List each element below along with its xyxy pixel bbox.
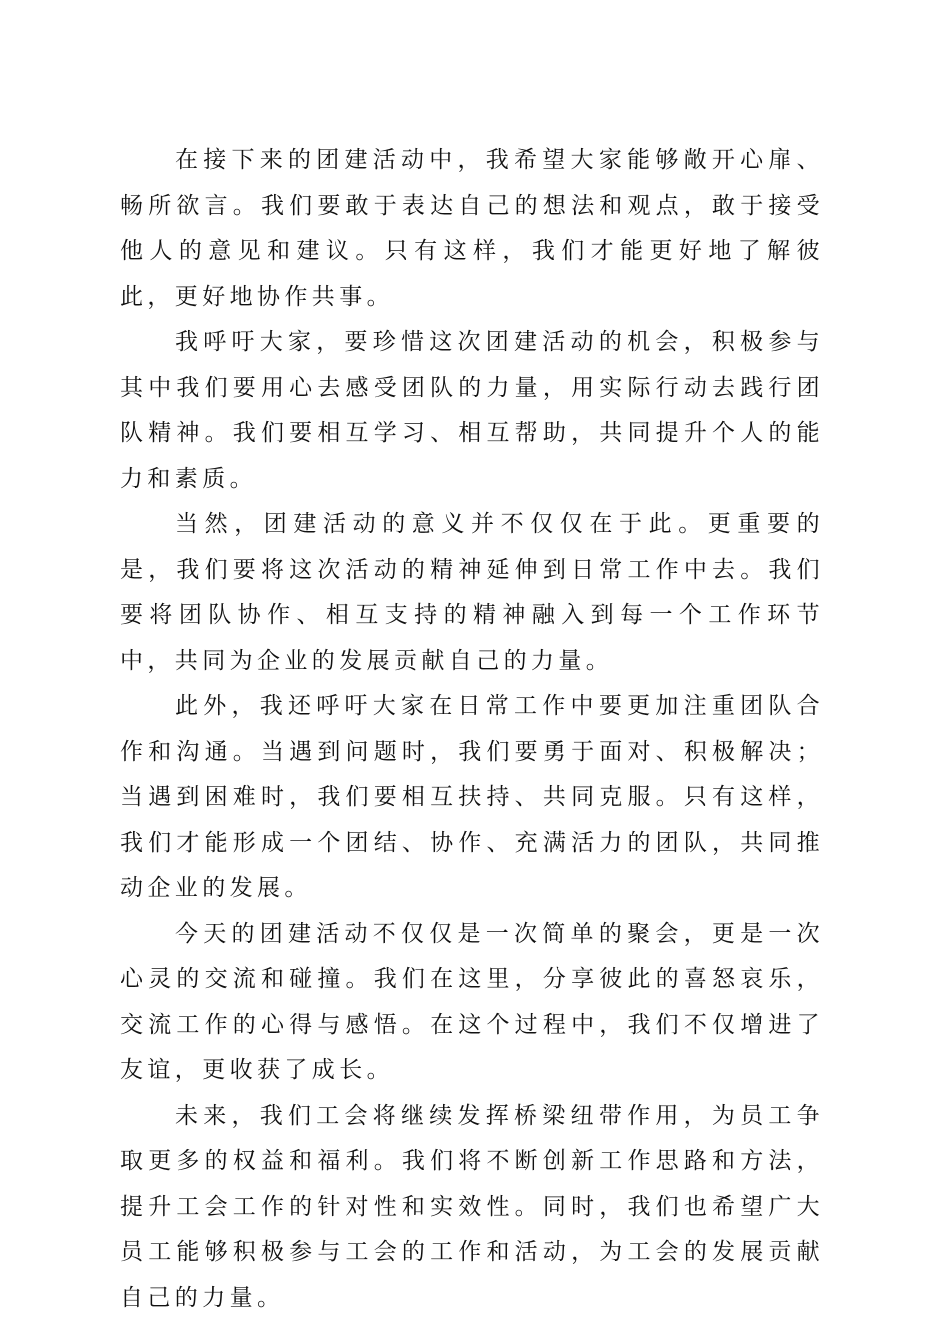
paragraph-3: 当然，团建活动的意义并不仅仅在于此。更重要的是，我们要将这次活动的精神延伸到日常工作中去。我们要将团队协作、相互支持的精神融入到每一个工作环节中，共同为企业的发展贡献自己的力量。 <box>120 511 824 674</box>
paragraph-1: 在接下来的团建活动中，我希望大家能够敞开心扉、畅所欲言。我们要敢于表达自己的想法和观点，敢于接受他人的意见和建议。只有这样，我们才能更好地了解彼此，更好地协作共事。 <box>120 147 824 310</box>
paragraph-6: 未来，我们工会将继续发挥桥梁纽带作用，为员工争取更多的权益和福利。我们将不断创新工作思路和方法，提升工会工作的针对性和实效性。同时，我们也希望广大员工能够积极参与工会的工作和活动，为工会的发展贡献自己的力量。 <box>120 1102 824 1311</box>
document-body <box>120 138 824 1321</box>
paragraph-4: 此外，我还呼吁大家在日常工作中要更加注重团队合作和沟通。当遇到问题时，我们要勇于面对、积极解决；当遇到困难时，我们要相互扶持、共同克服。只有这样，我们才能形成一个团结、协作、充满活力的团队，共同推动企业的发展。 <box>120 693 824 901</box>
paragraph-5: 今天的团建活动不仅仅是一次简单的聚会，更是一次心灵的交流和碰撞。我们在这里，分享彼此的喜怒哀乐，交流工作的心得与感悟。在这个过程中，我们不仅增进了友谊，更收获了成长。 <box>120 920 824 1083</box>
paragraph-2: 我呼吁大家，要珍惜这次团建活动的机会，积极参与其中我们要用心去感受团队的力量，用实际行动去践行团队精神。我们要相互学习、相互帮助，共同提升个人的能力和素质。 <box>120 329 824 492</box>
